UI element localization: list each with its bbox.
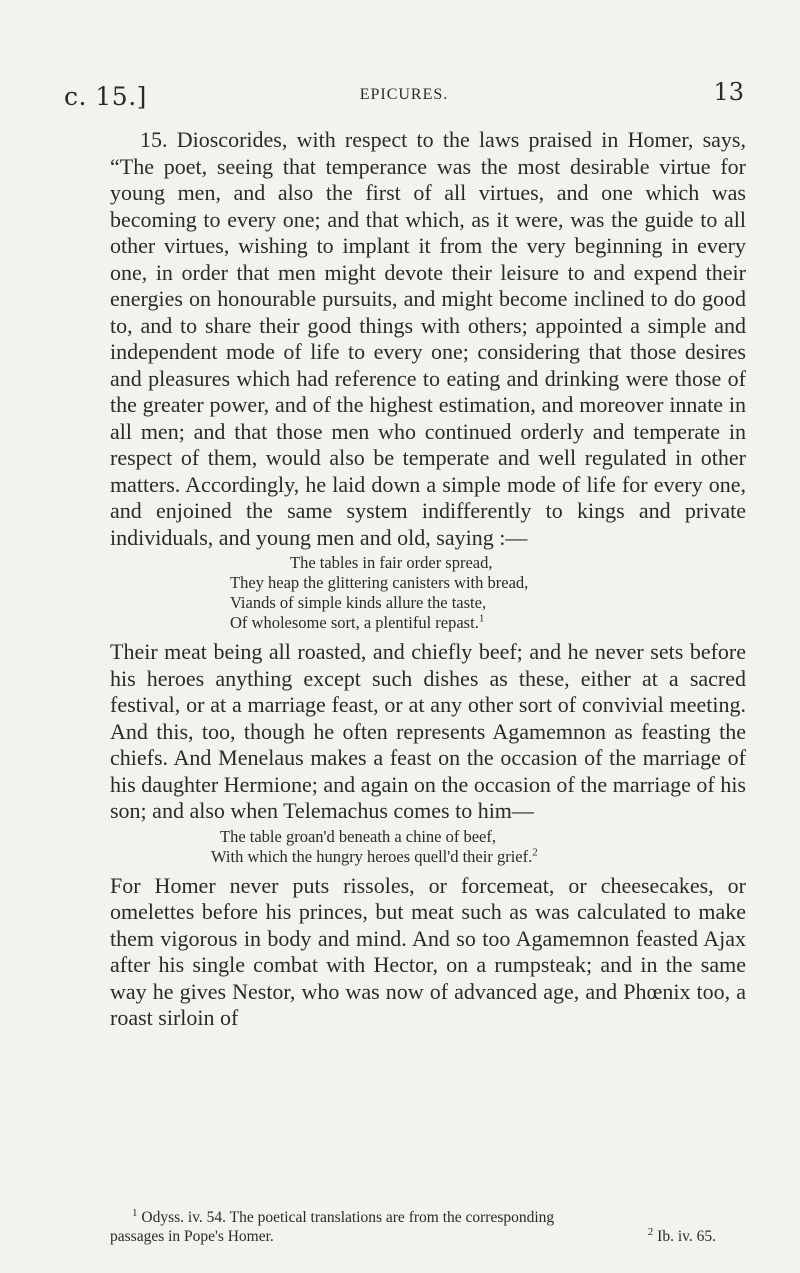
verse-line: Viands of simple kinds allure the taste, — [230, 593, 487, 612]
footnote-1-continued: passages in Pope's Homer. — [110, 1228, 274, 1245]
footnote-ref-1: 1 — [478, 612, 485, 625]
verse-quote-1 — [110, 553, 746, 633]
verse-line: They heap the glittering canisters with bread, — [230, 573, 529, 592]
page-number: 13 — [713, 78, 744, 106]
footnote-row-2 — [110, 1227, 746, 1246]
verse-line: Of wholesome sort, a plentiful repast.$^1$ — [230, 612, 485, 632]
verse-line: The tables in fair order spread, — [290, 553, 493, 572]
paragraph-1: 15. Dioscorides, with respect to the laws praised in Homer, says, “The poet, seeing that temperance was the most desirable virtue for young men, and also the first of all virtues, and one which was becoming to every one; and that which, as it were, was the guide to all other virtues, wishing to implant it from the very beginning in every one, in order that men might devote their leisure to and expend their energies on honourable pursuits, and might become inclined to do good to, and to share their good things with others; appointed a simple and independent mode of life to every one; considering that those desires and pleasures which had reference to eating and drinking were those of the greater power, and of the highest estimation, and moreover innate in all men; and that those men who continued orderly and temperate in respect of them, would also be temperate and well regulated in other matters. Accordingly, he laid down a simple mode of life for every one, and enjoined the same system indifferently to kings and private individuals, and young men and old, saying :— — [110, 127, 746, 550]
main-text — [110, 127, 746, 1032]
running-header — [64, 78, 744, 118]
verse-quote-2 — [110, 827, 746, 867]
verse-line: With which the hungry heroes quell'd their grief.$^2$ — [211, 846, 538, 866]
paragraph-2: Their meat being all roasted, and chiefly beef; and he never sets before his heroes anything except such dishes as these, either at a sacred festival, or at a marriage feast, or at any other sort of convivial meeting. And this, too, though he often represents Agamemnon as feasting the chiefs. And Menelaus makes a feast on the occasion of the marriage of his daughter Hermione; and again on the occasion of the marriage of his son; and also when Telemachus comes to him— — [110, 639, 746, 823]
footnote-2: $^2$ Ib. iv. 65. — [647, 1225, 716, 1245]
footnote-ref-2: 2 — [532, 846, 538, 858]
running-title: EPICURES. — [359, 86, 449, 103]
chapter-reference: c. 15.] — [64, 82, 147, 111]
footnotes — [110, 1208, 746, 1246]
paragraph-3: For Homer never puts rissoles, or forcemeat, or cheesecakes, or omelettes before his princes, but meat such as was calculated to make them vigorous in body and mind. And so too Agamemnon feasted Ajax after his single combat with Hector, on a rumpsteak; and in the same way he gives Nestor, who was now of advanced age, and Phœnix too, a roast sirloin of — [110, 872, 746, 1030]
verse-line: The table groan'd beneath a chine of beef, — [220, 826, 497, 846]
footnote-1: $^1$ Odyss. iv. 54. The poetical translations are from the corresponding — [132, 1206, 555, 1226]
